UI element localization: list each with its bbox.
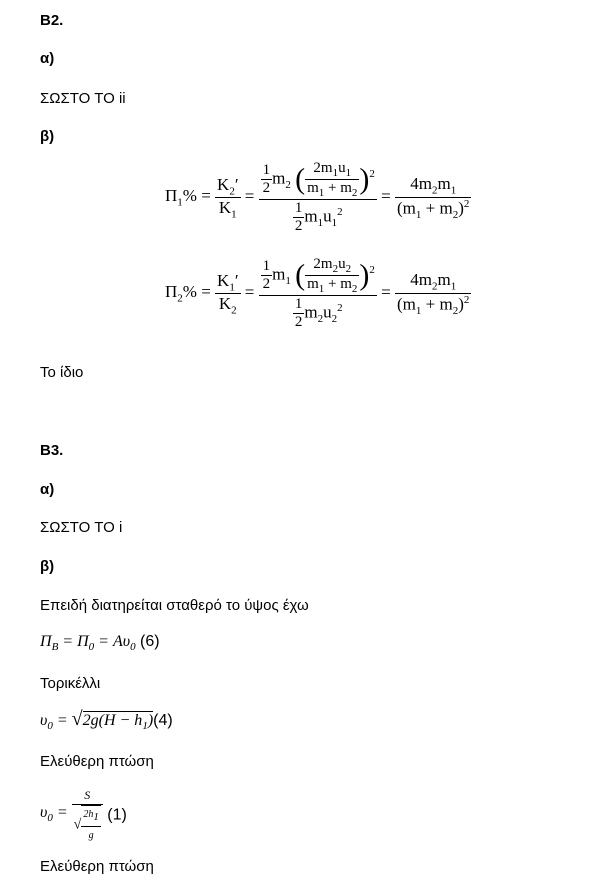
b3-answer-a: ΣΩΣΤΟ ΤΟ i xyxy=(40,519,123,536)
equation-pi2: $\Pi_2\%$ = $\frac{K_1'}{K_2}$ = $\frac{1}{2}$ $m_1$ ( $\frac{2m_2u_2}{m_1 + m_2}$ )$^2$ $\frac{1}{2}$ $m_2u_2^2$ = $\frac{4m_2m_1}{(m_1 + m_2)^2}$ xyxy=(165,256,470,330)
b2-part-b: β) xyxy=(40,128,55,145)
b3-line2: Τορικέλλι xyxy=(40,675,101,692)
equation-flow: $\Pi_B = \Pi_0 = A\upsilon_0$ (6) xyxy=(40,633,160,654)
b2-heading: B2. xyxy=(40,12,64,29)
b3-line4: Ελεύθερη πτώση xyxy=(40,858,154,875)
eq-torricelli-tag: (4) xyxy=(153,712,173,729)
b3-heading: B3. xyxy=(40,442,64,459)
b3-part-b: β) xyxy=(40,558,55,575)
eq-fall-tag: (1) xyxy=(107,806,127,824)
equation-torricelli: $\upsilon_0 = √2g(H - h_1)(4)$ xyxy=(40,708,173,733)
b2-answer-a: ΣΩΣΤΟ ΤΟ ii xyxy=(40,90,126,107)
equation-pi1: $\Pi_1\%$ = $\frac{K_2'}{K_1}$ = $\frac{1}{2}$ $m_2$ ( $\frac{2m_1u_1}{m_1 + m_2}$ )$^2$ $\frac{1}{2}$ $m_1u_1^2$ = $\frac{4m_2m_1}{(m_1 + m_2)^2}$ xyxy=(165,160,470,234)
eq-flow-tag: (6) xyxy=(140,633,160,650)
b3-line3: Ελεύθερη πτώση xyxy=(40,753,154,770)
b2-note: Το ίδιο xyxy=(40,364,84,381)
b3-part-a: α) xyxy=(40,481,55,498)
equation-fall: $\upsilon_0$ = S √ $\frac{2h_1}{g}$ (1) xyxy=(40,786,127,845)
b3-line1: Επειδή διατηρείται σταθερό το ύψος έχω xyxy=(40,597,309,614)
b2-part-a: α) xyxy=(40,50,55,67)
